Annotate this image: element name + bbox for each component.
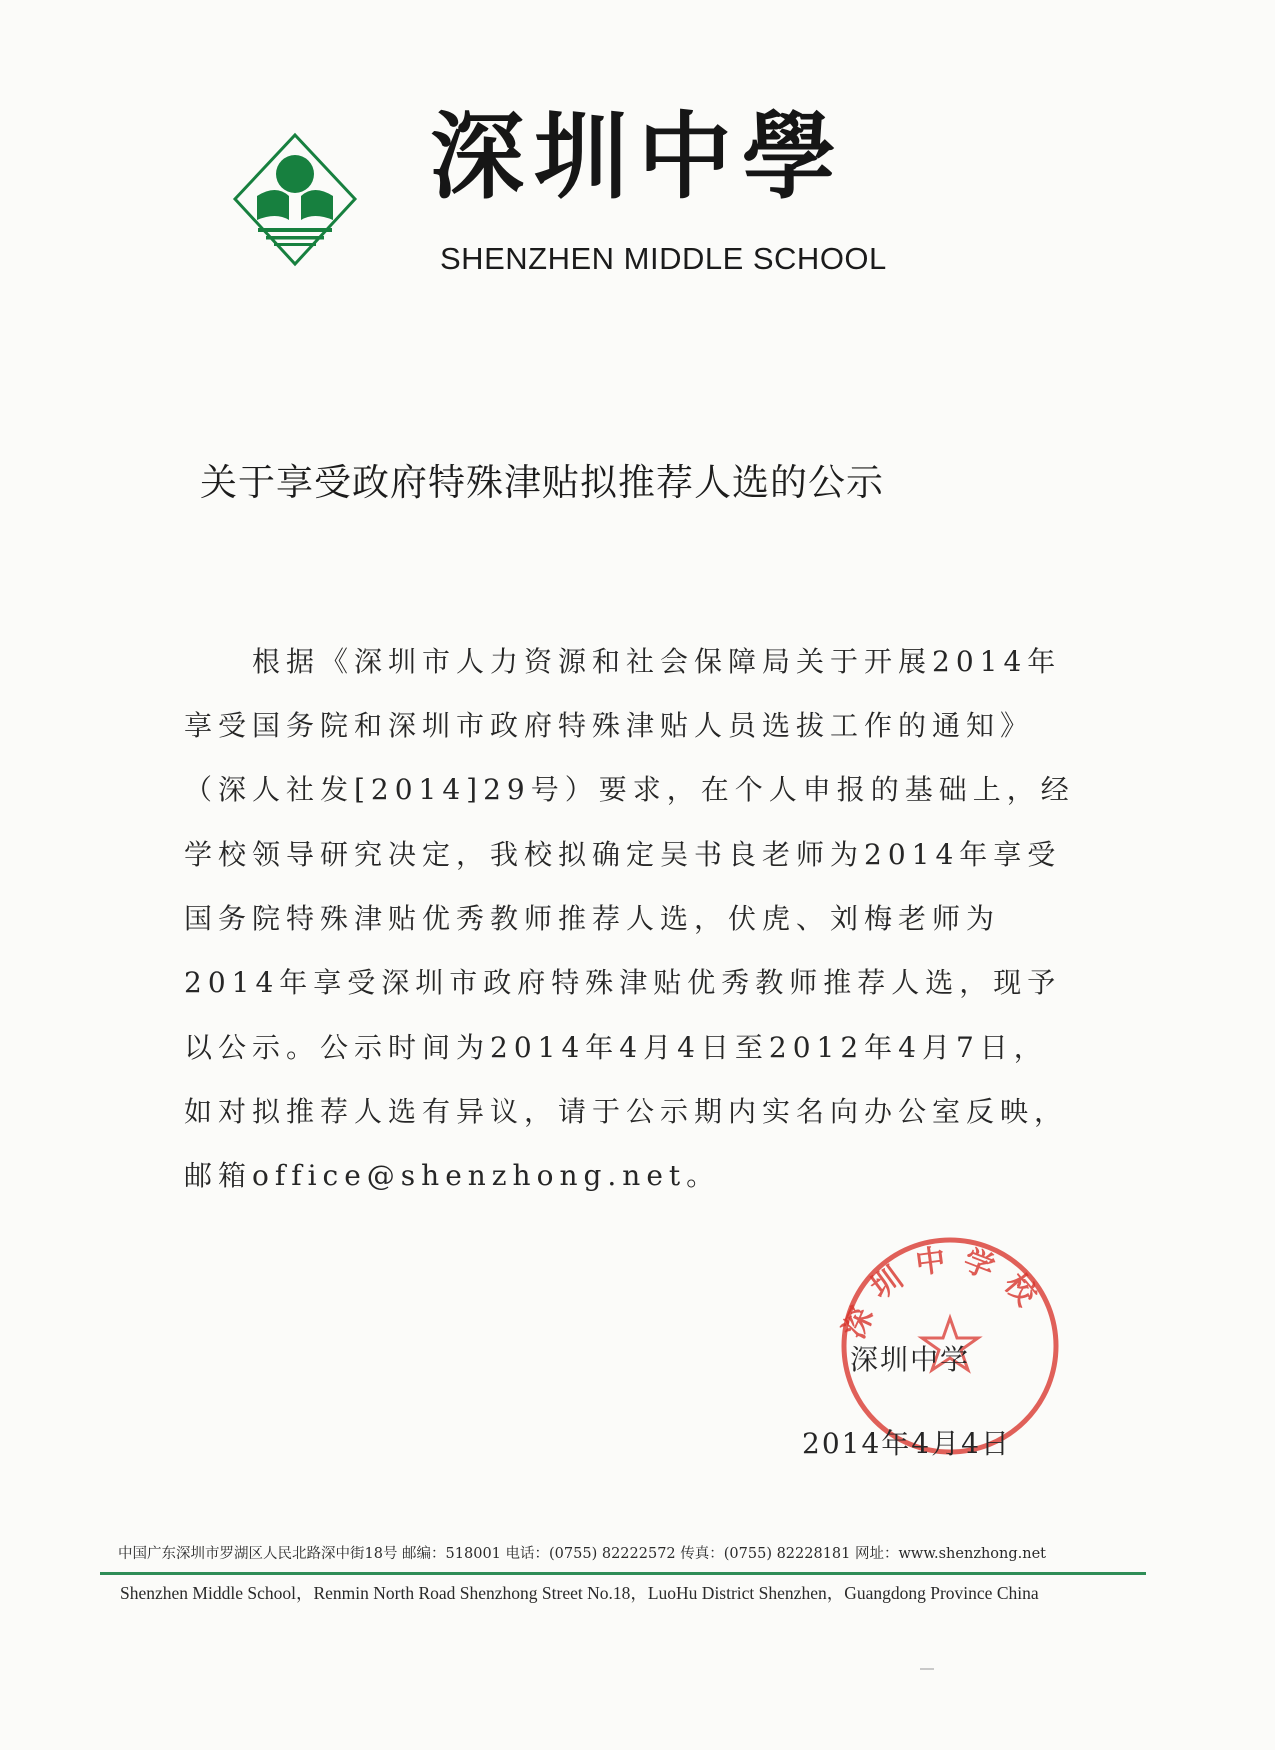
body-line: 邮箱office@shenzhong.net。 [184,1159,721,1192]
footer-divider [100,1572,1146,1575]
body-line: 国务院特殊津贴优秀教师推荐人选，伏虎、刘梅老师为 [184,902,1001,935]
body-line: 以公示。公示时间为2014年4月4日至2012年4月7日， [184,1031,1048,1064]
school-name-chinese: 深圳中學 [430,102,847,212]
signature-date: 2014年4月4日 [802,1427,1011,1460]
seal-text: 深圳中学校 [836,1241,1053,1344]
svg-text:深圳中学校 [837,1241,1053,1344]
body-line: （深人社发[2014]29号）要求，在个人申报的基础上，经 [184,773,1075,806]
document-title: 关于享受政府特殊津贴拟推荐人选的公示 [200,461,884,504]
body-line: 如对拟推荐人选有异议，请于公示期内实名向办公室反映， [184,1095,1069,1128]
signature-school: 深圳中学 [850,1343,971,1376]
scan-speck [920,1668,934,1670]
body-line: 享受国务院和深圳市政府特殊津贴人员选拔工作的通知》 [184,709,1035,742]
body-line: 2014年享受深圳市政府特殊津贴优秀教师推荐人选，现予 [184,966,1062,999]
body-line: 学校领导研究决定，我校拟确定吴书良老师为2014年享受 [184,838,1062,871]
body-line: 根据《深圳市人力资源和社会保障局关于开展2014年 [252,645,1062,678]
footer-address-english: Shenzhen Middle School，Renmin North Road Shenzhong Street No.18，LuoHu District Shenzhen，Guangdong Province China [120,1583,1039,1603]
school-emblem-icon [232,132,358,267]
school-name-english: SHENZHEN MIDDLE SCHOOL [440,241,887,276]
footer-address-chinese: 中国广东深圳市罗湖区人民北路深中街18号 邮编：518001 电话：(0755) 82222572 传真：(0755) 82228181 网址：www.shenzhong.net [118,1546,1046,1562]
